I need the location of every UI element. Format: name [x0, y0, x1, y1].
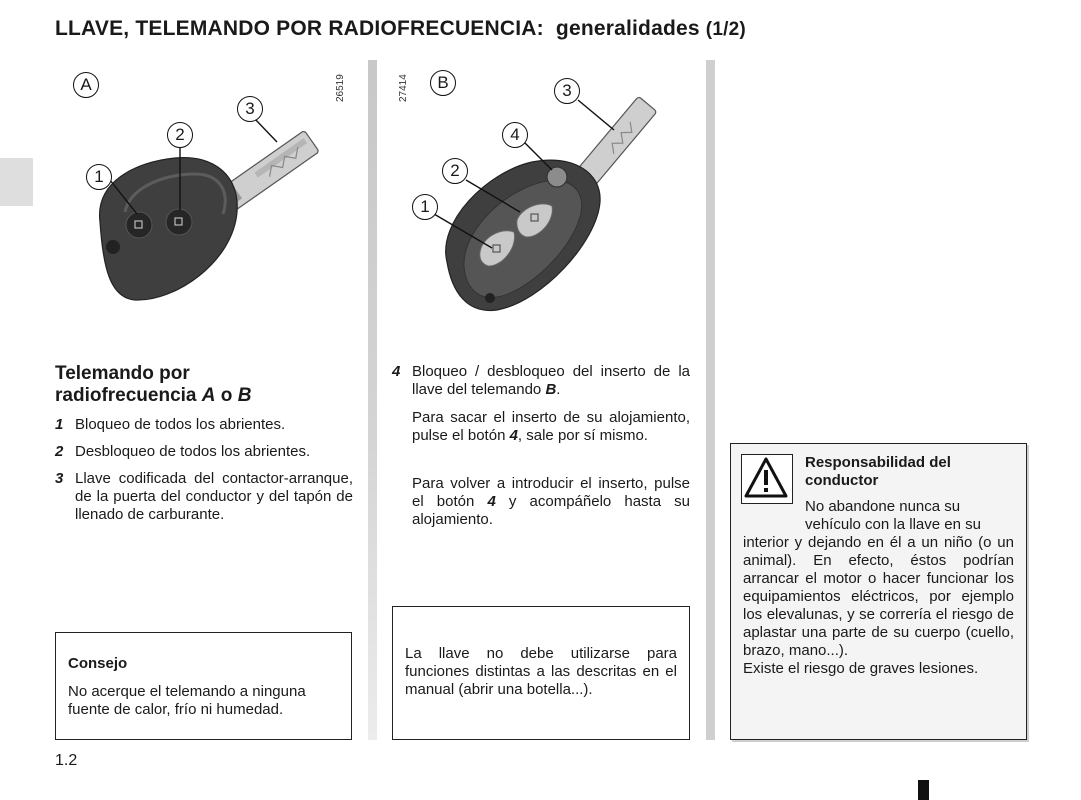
figure-b-letter: B	[430, 70, 456, 96]
insert-paragraph: Para volver a introducir el inserto, pulse el botón 4 y acompáñelo hasta su alojamiento.	[412, 475, 691, 528]
figure-b	[392, 62, 697, 322]
warning-icon	[741, 454, 793, 504]
title-part: (1/2)	[705, 19, 746, 40]
callout-b-1: 1	[412, 194, 438, 220]
list-item: 1 Bloqueo de todos los abrientes.	[55, 416, 286, 433]
warning-text-line2: vehículo con la llave en su	[805, 516, 981, 533]
warning-box	[730, 443, 1027, 740]
section-heading-line2: radiofrecuencia A o B	[55, 385, 252, 406]
list-item-4: 4 Bloqueo / desbloqueo del inserto de la llave del telemando B.	[392, 363, 690, 398]
title-sub: generalidades	[555, 17, 700, 40]
callout-b-4: 4	[502, 122, 528, 148]
list-item: 3 Llave codificada del contactor-arranque, de la puerta del conductor y del tapón de llenado de carburante.	[55, 470, 353, 523]
key-b-illustration	[392, 62, 697, 322]
column-separator-right	[706, 60, 715, 740]
figure-a	[55, 62, 360, 312]
callout-a-1: 1	[86, 164, 112, 190]
warning-text-last: Existe el riesgo de graves lesiones.	[743, 660, 979, 677]
advice-box	[55, 632, 352, 740]
list-item: 2 Desbloqueo de todos los abrientes.	[55, 443, 311, 460]
section-tab-marker	[0, 158, 33, 206]
note-box	[392, 606, 690, 740]
callout-b-3: 3	[554, 78, 580, 104]
callout-a-3: 3	[237, 96, 263, 122]
column-separator-left	[368, 60, 377, 740]
advice-title: Consejo	[68, 655, 128, 672]
page-edge-mark	[918, 780, 929, 800]
warning-text-body: interior y dejando en él a un niño (o un animal). En efecto, éstos podrían arrancar el motor o hacer funcionar los equipamientos eléctricos, por ejemplo los elevalunas, y se correría el riesgo de aplastar una parte de su cuerpo (cuello, brazo, mano...).	[743, 534, 1014, 659]
advice-text: No acerque el telemando a ninguna fuente de calor, frío ni humedad.	[68, 683, 306, 718]
section-heading	[55, 363, 355, 407]
callout-a-2: 2	[167, 122, 193, 148]
page-number: 1.2	[55, 752, 78, 769]
warning-text-line1: No abandone nunca su	[805, 498, 961, 515]
title-main: LLAVE, TELEMANDO POR RADIOFRECUENCIA:	[55, 17, 544, 40]
figure-b-code: 27414	[398, 74, 409, 102]
remove-insert-paragraph: Para sacar el inserto de su alojamiento, pulse el botón 4, sale por sí mismo.	[412, 409, 690, 444]
figure-a-code: 26519	[335, 74, 346, 102]
figure-a-letter: A	[73, 72, 99, 98]
callout-b-2: 2	[442, 158, 468, 184]
page-title	[55, 17, 746, 41]
section-heading-line1: Telemando por	[55, 363, 190, 384]
note-text: La llave no debe utilizarse para funciones distintas a las descritas en el manual (abrir una botella...).	[405, 645, 677, 698]
warning-title: Responsabilidad del conductor	[805, 454, 951, 489]
